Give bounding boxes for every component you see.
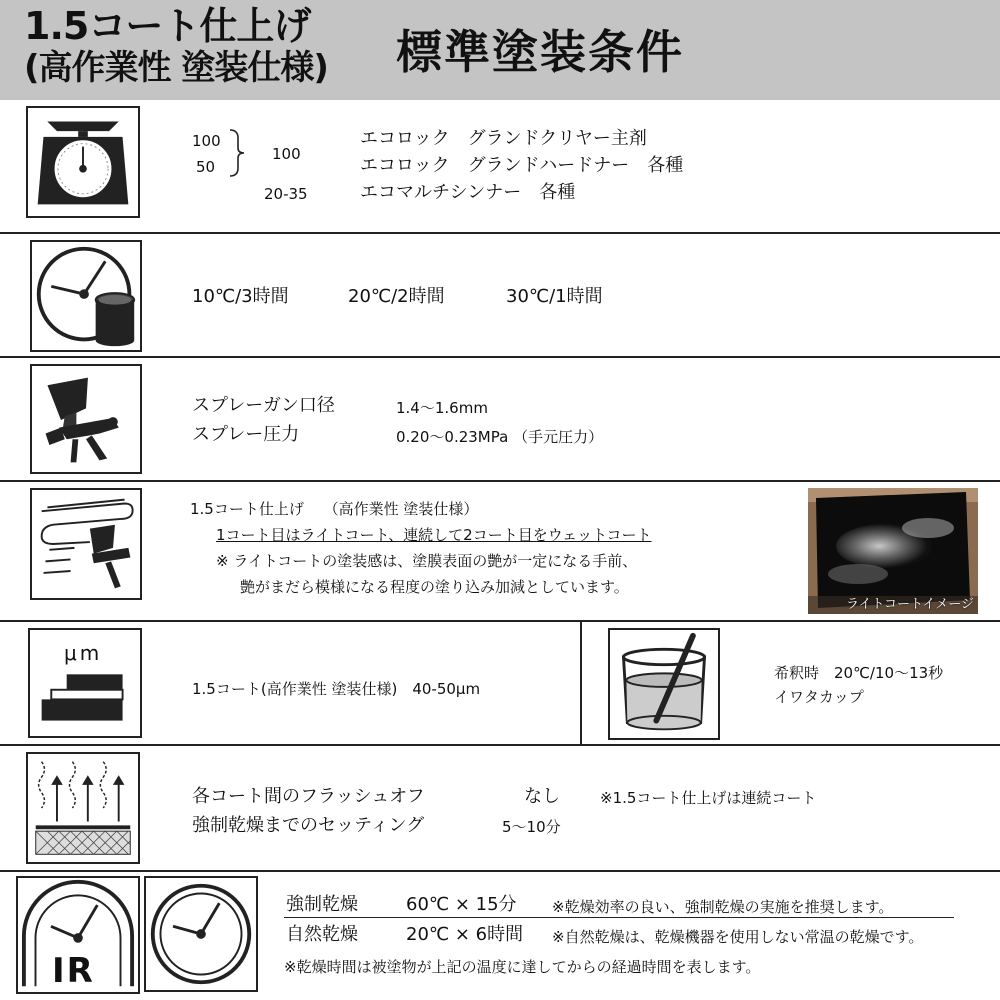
coat-instruction: 1コート目はライトコート、連続して2コート目をウェットコート <box>216 526 652 544</box>
page-title: 標準塗装条件 <box>396 25 684 79</box>
forced-dry-note: ※乾燥効率の良い、強制乾燥の実施を推奨します。 <box>552 898 894 916</box>
row-divider <box>0 480 1000 482</box>
clock-icon <box>144 876 258 992</box>
header-subtitle-line2: (高作業性 塗装仕様) <box>24 48 328 88</box>
ratio-main: 100 <box>192 132 221 150</box>
ratio-bracket-icon <box>226 128 248 178</box>
column-divider <box>580 620 582 746</box>
coat-title: 1.5コート仕上げ （高作業性 塗装仕様） <box>190 500 479 518</box>
viscosity-cup-name: イワタカップ <box>774 688 864 706</box>
spray-nozzle-label: スプレーガン口径 <box>192 395 335 416</box>
potlife-20c: 20℃/2時間 <box>348 286 445 307</box>
forced-dry-value: 60℃ × 15分 <box>406 894 517 915</box>
coat-note-line1: ※ ライトコートの塗装感は、塗膜表面の艶が一定になる手前、 <box>216 552 638 570</box>
forced-dry-label: 強制乾燥 <box>286 894 358 915</box>
setting-label: 強制乾燥までのセッティング <box>192 815 425 836</box>
drying-divider <box>284 917 954 918</box>
coat-note-line2: 艶がまだら模様になる程度の塗り込み加減としています。 <box>240 578 629 596</box>
spray-pressure-value: 0.20～0.23MPa （手元圧力） <box>396 428 604 446</box>
ratio-thinner: 20-35 <box>264 185 308 203</box>
spray-pressure-label: スプレー圧力 <box>192 424 300 445</box>
flash-off-icon <box>26 752 140 864</box>
natural-dry-label: 自然乾燥 <box>286 924 358 945</box>
spray-gun-icon <box>30 364 142 474</box>
micron-label: μm <box>64 641 103 665</box>
mix-item-hardener: エコロック グランドハードナー 各種 <box>360 155 684 176</box>
row-divider <box>0 620 1000 622</box>
row-divider <box>0 232 1000 234</box>
spray-nozzle-value: 1.4～1.6mm <box>396 399 488 417</box>
mix-item-thinner: エコマルチシンナー 各種 <box>360 182 576 203</box>
photo-caption: ライトコートイメージ <box>845 597 974 612</box>
flash-off-label: 各コート間のフラッシュオフ <box>192 786 425 807</box>
light-coat-image <box>808 488 978 614</box>
potlife-30c: 30℃/1時間 <box>506 286 603 307</box>
natural-dry-value: 20℃ × 6時間 <box>406 924 524 945</box>
ratio-sum: 100 <box>272 145 301 163</box>
clock-cup-icon <box>30 240 142 352</box>
scale-icon <box>26 106 140 218</box>
natural-dry-note: ※自然乾燥は、乾燥機器を使用しない常温の乾燥です。 <box>552 928 924 946</box>
header-subtitle-line1: 1.5コート仕上げ <box>24 4 311 48</box>
viscosity-cup-icon <box>608 628 720 740</box>
ratio-hardener: 50 <box>196 158 216 176</box>
flash-off-value: なし <box>524 786 560 807</box>
mix-item-main: エコロック グランドクリヤー主剤 <box>360 128 647 149</box>
ir-label: IR <box>52 951 95 991</box>
spray-pattern-icon <box>30 488 142 600</box>
drying-footnote: ※乾燥時間は被塗物が上記の温度に達してからの経過時間を表します。 <box>284 958 761 976</box>
row-divider <box>0 356 1000 358</box>
header-banner <box>0 0 1000 100</box>
potlife-10c: 10℃/3時間 <box>192 286 289 307</box>
viscosity-time: 希釈時 20℃/10～13秒 <box>774 664 944 682</box>
film-thickness-text: 1.5コート(高作業性 塗装仕様) 40-50μm <box>192 680 481 698</box>
flash-off-note: ※1.5コート仕上げは連続コート <box>600 789 817 807</box>
row-divider <box>0 870 1000 872</box>
setting-value: 5～10分 <box>502 818 561 836</box>
row-divider <box>0 744 1000 746</box>
